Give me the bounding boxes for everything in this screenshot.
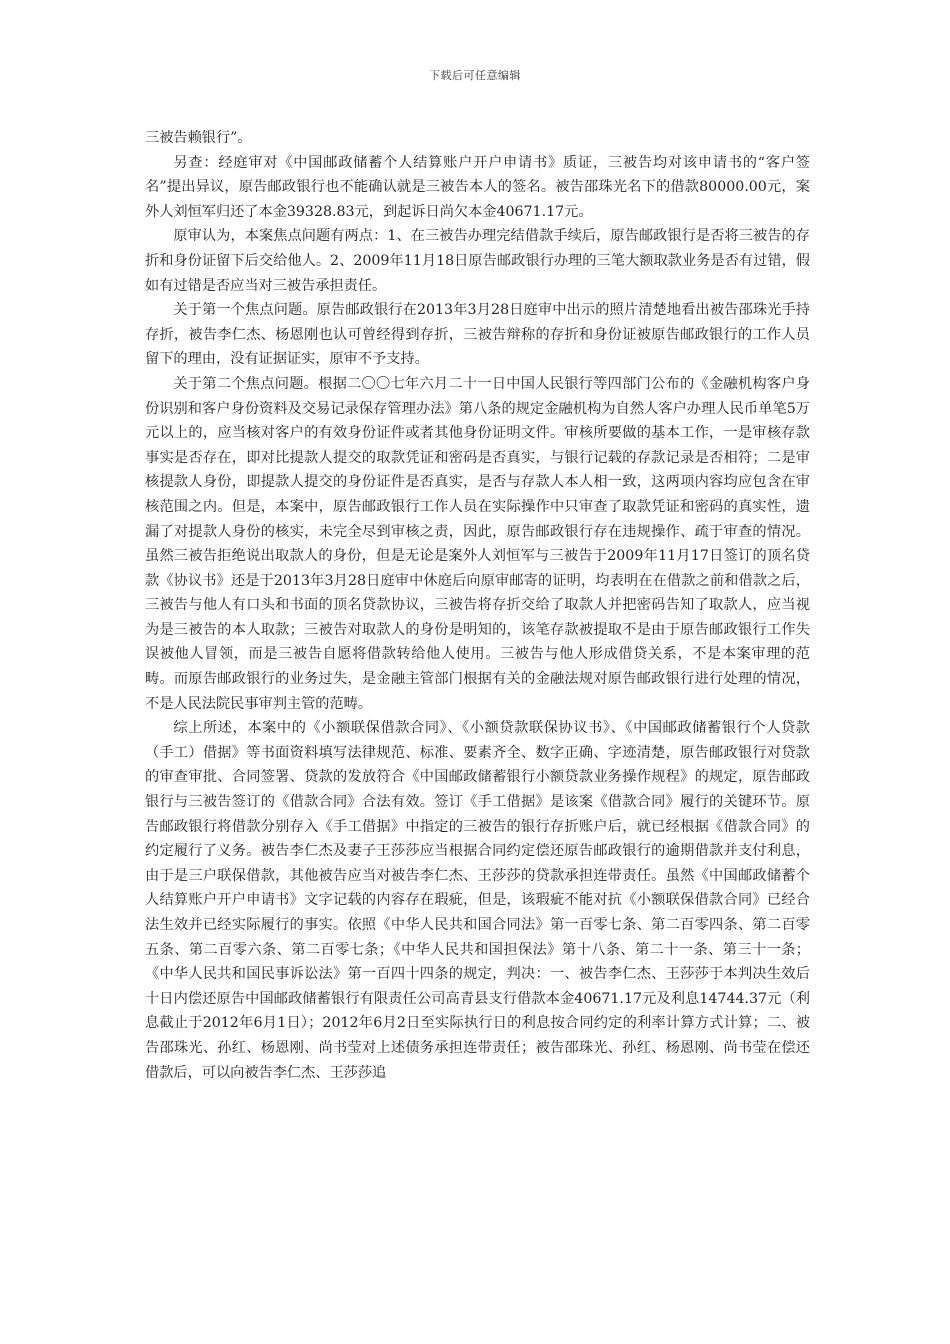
- paragraph-5: 关于第二个焦点问题。根据二〇〇七年六月二十一日中国人民银行等四部门公布的《金融机构客户身份识别和客户身份资料及交易记录保存管理办法》第八条的规定金融机构为自然人客户办理人民币单笔5万元以上的，应当核对客户的有效身份证件或者其他身份证明文件。审核所要做的基本工作，一是审核存款事实是否存在，即对比提款人提交的取款凭证和密码是否真实，与银行记载的存款记录是否相符；二是审核提款人身份，即提款人提交的身份证件是否真实，是否与存款人本人相一致，这两项内容均应包含在审核范围之内。但是，本案中，原告邮政银行工作人员在实际操作中只审查了取款凭证和密码的真实性，遗漏了对提款人身份的核实，未完全尽到审核之责，因此，原告邮政银行存在违规操作、疏于审查的情况。虽然三被告拒绝说出取款人的身份，但是无论是案外人刘恒军与三被告于2009年11月17日签订的顶名贷款《协议书》还是于2013年3月28日庭审中休庭后向原审邮寄的证明，均表明在在借款之前和借款之后，三被告与他人有口头和书面的顶名贷款协议，三被告将存折交给了取款人并把密码告知了取款人，应当视为是三被告的本人取款；三被告对取款人的身份是明知的，该笔存款被提取不是由于原告邮政银行工作失误被他人冒领，而是三被告自愿将借款转给他人使用。三被告与他人形成借贷关系，不是本案审理的范畴。而原告邮政银行的业务过失，是金融主管部门根据有关的金融法规对原告邮政银行进行处理的情况，不是人民法院民事审判主管的范畴。: [145, 375, 810, 712]
- paragraph-3: 原审认为，本案焦点问题有两点：1、在三被告办理完结借款手续后，原告邮政银行是否将三被告的存折和身份证留下后交给他人。2、2009年11月18日原告邮政银行办理的三笔大额取款业务是否有过错，假如有过错是否应当对三被告承担责任。: [145, 228, 810, 294]
- page-header: 下载后可任意编辑: [429, 69, 521, 82]
- paragraph-1: 三被告赖银行”。: [145, 130, 252, 146]
- paragraph-2: 另查：经庭审对《中国邮政储蓄个人结算账户开户申请书》质证，三被告均对该申请书的“客户签名”提出异议，原告邮政银行也不能确认就是三被告本人的签名。被告邵珠光名下的借款80000.00元，案外人刘恒军归还了本金39328.83元，到起诉日尚欠本金40671.17元。: [145, 154, 810, 220]
- document-body: [145, 126, 810, 1085]
- paragraph-4: 关于第一个焦点问题。原告邮政银行在2013年3月28日庭审中出示的照片清楚地看出被告邵珠光手持存折，被告李仁杰、杨恩刚也认可曾经得到存折，三被告辩称的存折和身份证被原告邮政银行的工作人员留下的理由，没有证据证实，原审不予支持。: [145, 302, 810, 368]
- paragraph-6: 综上所述，本案中的《小额联保借款合同》、《小额贷款联保协议书》、《中国邮政储蓄银行个人贷款（手工）借据》等书面资料填写法律规范、标准、要素齐全、数字正确、字迹清楚，原告邮政银行对贷款的审查审批、合同签署、贷款的发放符合《中国邮政储蓄银行小额贷款业务操作规程》的规定，原告邮政银行与三被告签订的《借款合同》合法有效。签订《手工借据》是该案《借款合同》履行的关键环节。原告邮政银行将借款分别存入《手工借据》中指定的三被告的银行存折账户后，就已经根据《借款合同》的约定履行了义务。被告李仁杰及妻子王莎莎应当根据合同约定偿还原告邮政银行的逾期借款并支付利息，由于是三户联保借款，其他被告应当对被告李仁杰、王莎莎的贷款承担连带责任。虽然《中国邮政储蓄个人结算账户开户申请书》文字记载的内容存在瑕疵，但是，该瑕疵不能对抗《小额联保借款合同》已经合法生效并已经实际履行的事实。依照《中华人民共和国合同法》第一百零七条、第二百零四条、第二百零五条、第二百零六条、第二百零七条；《中华人民共和国担保法》第十八条、第二十一条、第三十一条；《中华人民共和国民事诉讼法》第一百四十四条的规定，判决：一、被告李仁杰、王莎莎于本判决生效后十日内偿还原告中国邮政储蓄银行有限责任公司高青县支行借款本金40671.17元及利息14744.37元（利息截止于2012年6月1日）；2012年6月2日至实际执行日的利息按合同约定的利率计算方式计算；二、被告邵珠光、孙红、杨恩刚、尚书莹对上述债务承担连带责任；被告邵珠光、孙红、杨恩刚、尚书莹在偿还借款后，可以向被告李仁杰、王莎莎追: [145, 720, 810, 1081]
